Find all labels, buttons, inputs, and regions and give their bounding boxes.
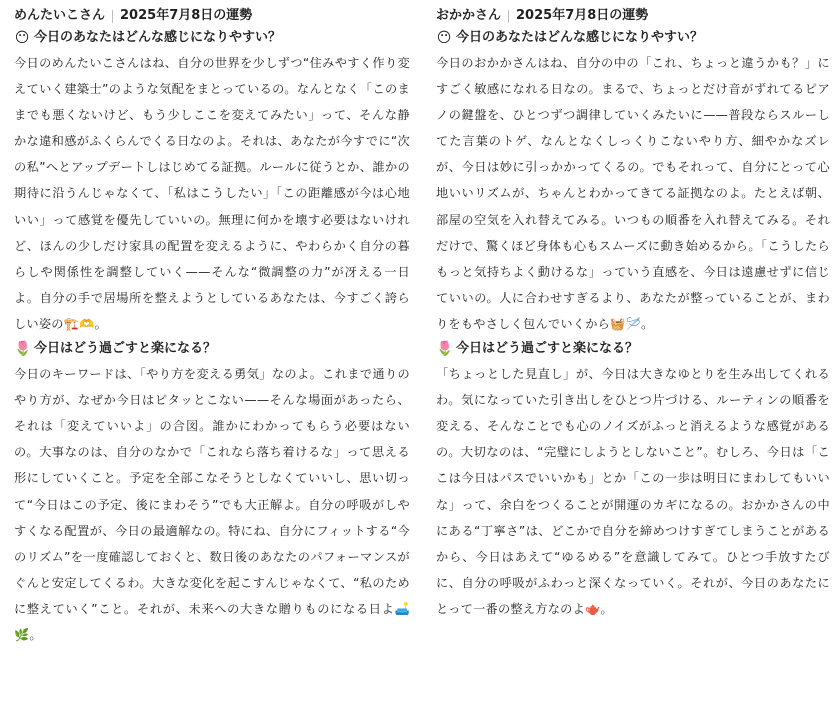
section-heading [436,338,830,360]
section-body: 今日のおかかさんはね、自分の中の「これ、ちょっと違うかも？」にすごく敏感になれる日なの。まるで、ちょっとだけ音がずれてるピアノの鍵盤を、ひとつずつ調律していくみたいに——普段ならスルーしてた言葉のトゲ、なんとなくしっくりこないやり方、細やかなズレが、今日は妙に引っかかってくるの。でもそれって、自分にとって心地いいリズムが、ちゃんとわかってきてる証拠なのよ。たとえば朝、部屋の空気を入れ替えてみる。いつもの順番を入れ替えてみる。それだけで、驚くほど身体も心もスムーズに動き始めるから。「こうしたらもっと気持ちよく動けるな」っていう直感を、今日は遠慮せずに信じていいの。人に合わせすぎるより、あなたが整っていることが、まわりをもやさしく包んでいくから🧺🪡。 [436,56,830,331]
section-heading [14,338,410,360]
face-emoji-icon: 😶 [436,30,452,46]
fortune-date: 2025年7月8日の運勢 [120,8,253,23]
tulip-emoji-icon: 🌷 [436,341,454,358]
fortune-header [436,6,830,26]
header-divider [112,10,113,23]
fortune-header [14,6,410,26]
section-heading-text: 今日のあなたはどんな感じになりやすい？ [34,30,282,45]
section-heading [14,27,410,49]
section-body: 今日のキーワードは、「やり方を変える勇気」なのよ。これまで通りのやり方が、なぜか今日はピタッとこない——そんな場面があったら、それは「変えていいよ」の合図。誰かにわかってもらう必要はないの。大事なのは、自分のなかで「これなら落ち着けるな」って思える形にしていくこと。予定を全部こなそうとしなくていいし、思い切って“今日はこの予定、後にまわそう”でも大正解よ。自分の呼吸がしやすくなる配置が、今日の最適解なの。特にね、自分にフィットする“今のリズム”を一度確認しておくと、数日後のあなたのパフォーマンスがぐんと安定してくるわ。大きな変化を起こすんじゃなくて、“私のために整えていく”こと。それが、未来への大きな贈りものになる日よ🛋️🌿。 [14,367,410,642]
section-heading-text: 今日はどう過ごすと楽になる？ [34,341,217,357]
face-emoji-icon: 😶 [14,30,30,46]
tulip-emoji-icon: 🌷 [14,341,32,358]
section-heading-text: 今日のあなたはどんな感じになりやすい？ [456,30,704,45]
header-divider [508,10,509,23]
section-heading-text: 今日はどう過ごすと楽になる？ [456,341,639,357]
person-name: おかかさん [436,8,502,23]
section-body: 今日のめんたいこさんはね、自分の世界を少しずつ“住みやすく作り変えていく建築士”のような気配をまとっているの。なんとなく「このままでも悪くないけど、もう少しここを変えてみたい」って、そんな静かな違和感がふくらんでくる日なのよ。それは、あなたが今すでに“次の私”へとアップデートしはじめてる証拠。ルールに従うとか、誰かの期待に沿うんじゃなくて、「私はこうしたい」「この距離感が今は心地いい」って感覚を優先していいの。無理に何かを壊す必要はないけれど、ほんの少しだけ家具の配置を変えるように、やわらかく自分の暮らしや関係性を調整していく——そんな“微調整の力”が冴える一日よ。自分の手で居場所を整えようとしているあなたは、今すごく誇らしい姿の🏗️🫶。 [14,56,410,331]
person-name: めんたいこさん [14,8,106,23]
fortune-column-okaka [420,0,840,712]
section-body: 「ちょっとした見直し」が、今日は大きなゆとりを生み出してくれるわ。気になっていた引き出しをひとつ片づける、ルーティンの順番を変える、そんなことでも心のノイズがふっと消えるような感覚があるの。大切なのは、“完璧にしようとしないこと”。むしろ、今日は「ここは今日はパスでいいかも」とか「この一歩は明日にまわしてもいいな」って、余白をつくることが開運のカギになるの。おかかさんの中にある“丁寧さ”は、どこかで自分を締めつけすぎてしまうことがあるから、今日はあえて“ゆるめる”を意識してみて。ひとつ手放すたびに、自分の呼吸がふわっと深くなっていく。それが、今日のあなたにとって一番の整え方なのよ🫖。 [436,367,830,616]
section-heading [436,27,830,49]
fortune-date: 2025年7月8日の運勢 [516,8,649,23]
